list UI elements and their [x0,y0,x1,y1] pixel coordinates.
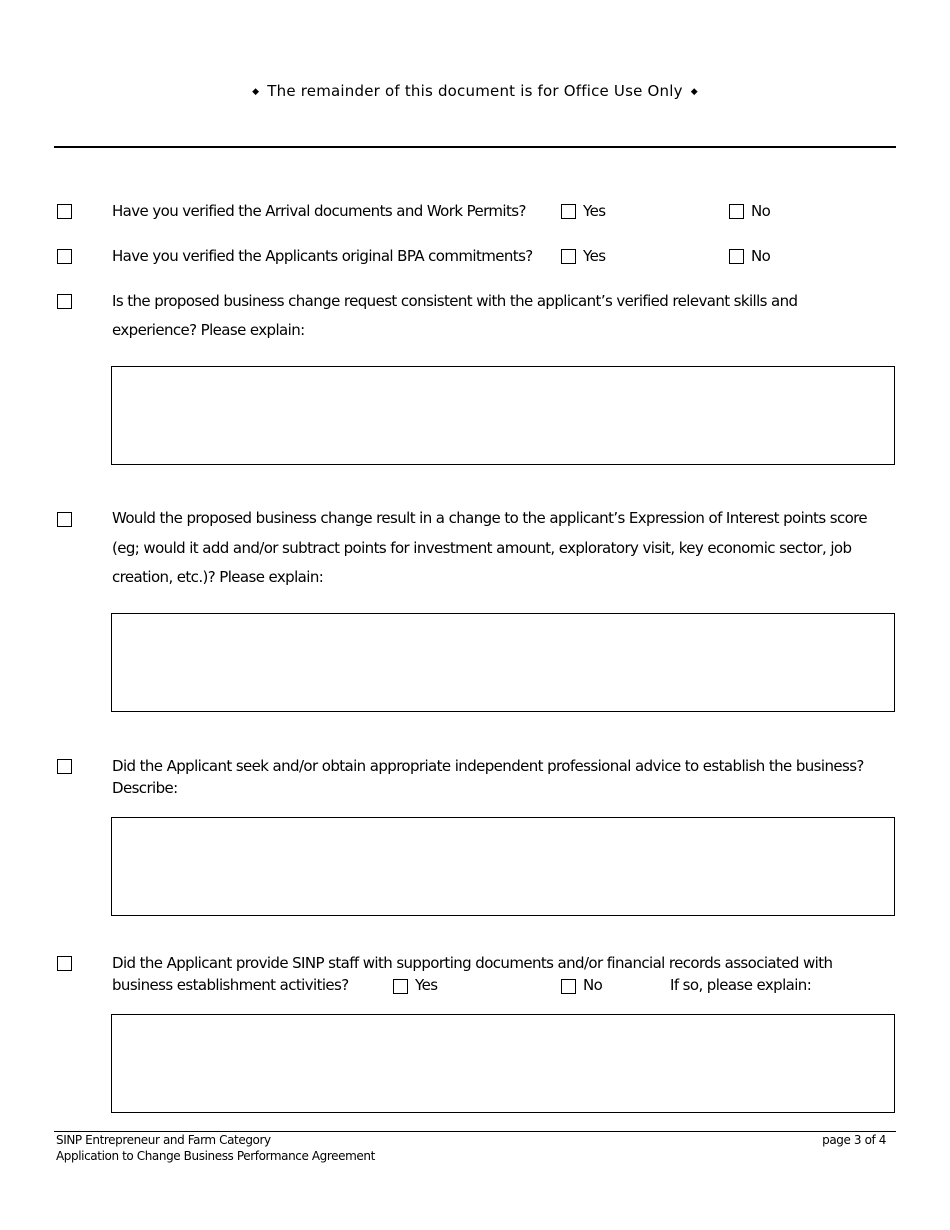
q3-explain-field[interactable] [111,366,895,465]
q1-yes-checkbox[interactable] [561,204,576,219]
q1-checkbox[interactable] [57,204,72,219]
footer-page-number: page 3 of 4 [822,1133,886,1147]
q6-checkbox[interactable] [57,956,72,971]
q6-text-line1: Did the Applicant provide SINP staff with supporting documents and/or financial records associated with [112,954,833,972]
q2-no-checkbox[interactable] [729,249,744,264]
q3-text-line2: experience? Please explain: [112,321,305,339]
q6-explain-field[interactable] [111,1014,895,1113]
footer-program: SINP Entrepreneur and Farm Category [56,1133,271,1147]
q2-yes-label: Yes [583,247,606,265]
q4-checkbox[interactable] [57,512,72,527]
header-divider [54,146,896,148]
q4-text-line3: creation, etc.)? Please explain: [112,568,324,586]
q5-checkbox[interactable] [57,759,72,774]
diamond-bullet-icon: ◆ [252,87,260,97]
q4-text-line1: Would the proposed business change result in a change to the applicant’s Expression of Interest points score [112,509,868,527]
q4-text-line2: (eg; would it add and/or subtract points for investment amount, exploratory visit, key economic sector, job [112,539,852,557]
office-use-header [0,82,950,100]
q4-explain-field[interactable] [111,613,895,712]
office-use-title: The remainder of this document is for Office Use Only [267,82,683,100]
q2-checkbox[interactable] [57,249,72,264]
q6-explain-label: If so, please explain: [670,976,812,994]
q5-describe-field[interactable] [111,817,895,916]
q5-text-line2: Describe: [112,779,178,797]
q3-checkbox[interactable] [57,294,72,309]
q6-no-label: No [583,976,603,994]
q1-no-label: No [751,202,771,220]
diamond-bullet-icon: ◆ [690,87,698,97]
q1-yes-label: Yes [583,202,606,220]
q6-no-checkbox[interactable] [561,979,576,994]
q5-text-line1: Did the Applicant seek and/or obtain appropriate independent professional advice to establish the business? [112,757,864,775]
footer-form-title: Application to Change Business Performance Agreement [56,1149,375,1163]
q2-yes-checkbox[interactable] [561,249,576,264]
q6-yes-checkbox[interactable] [393,979,408,994]
q6-yes-label: Yes [415,976,438,994]
q2-text: Have you verified the Applicants original BPA commitments? [112,247,533,265]
q3-text-line1: Is the proposed business change request consistent with the applicant’s verified relevant skills and [112,292,798,310]
q6-text-line2: business establishment activities? [112,976,349,994]
q2-no-label: No [751,247,771,265]
q1-text: Have you verified the Arrival documents and Work Permits? [112,202,526,220]
q1-no-checkbox[interactable] [729,204,744,219]
